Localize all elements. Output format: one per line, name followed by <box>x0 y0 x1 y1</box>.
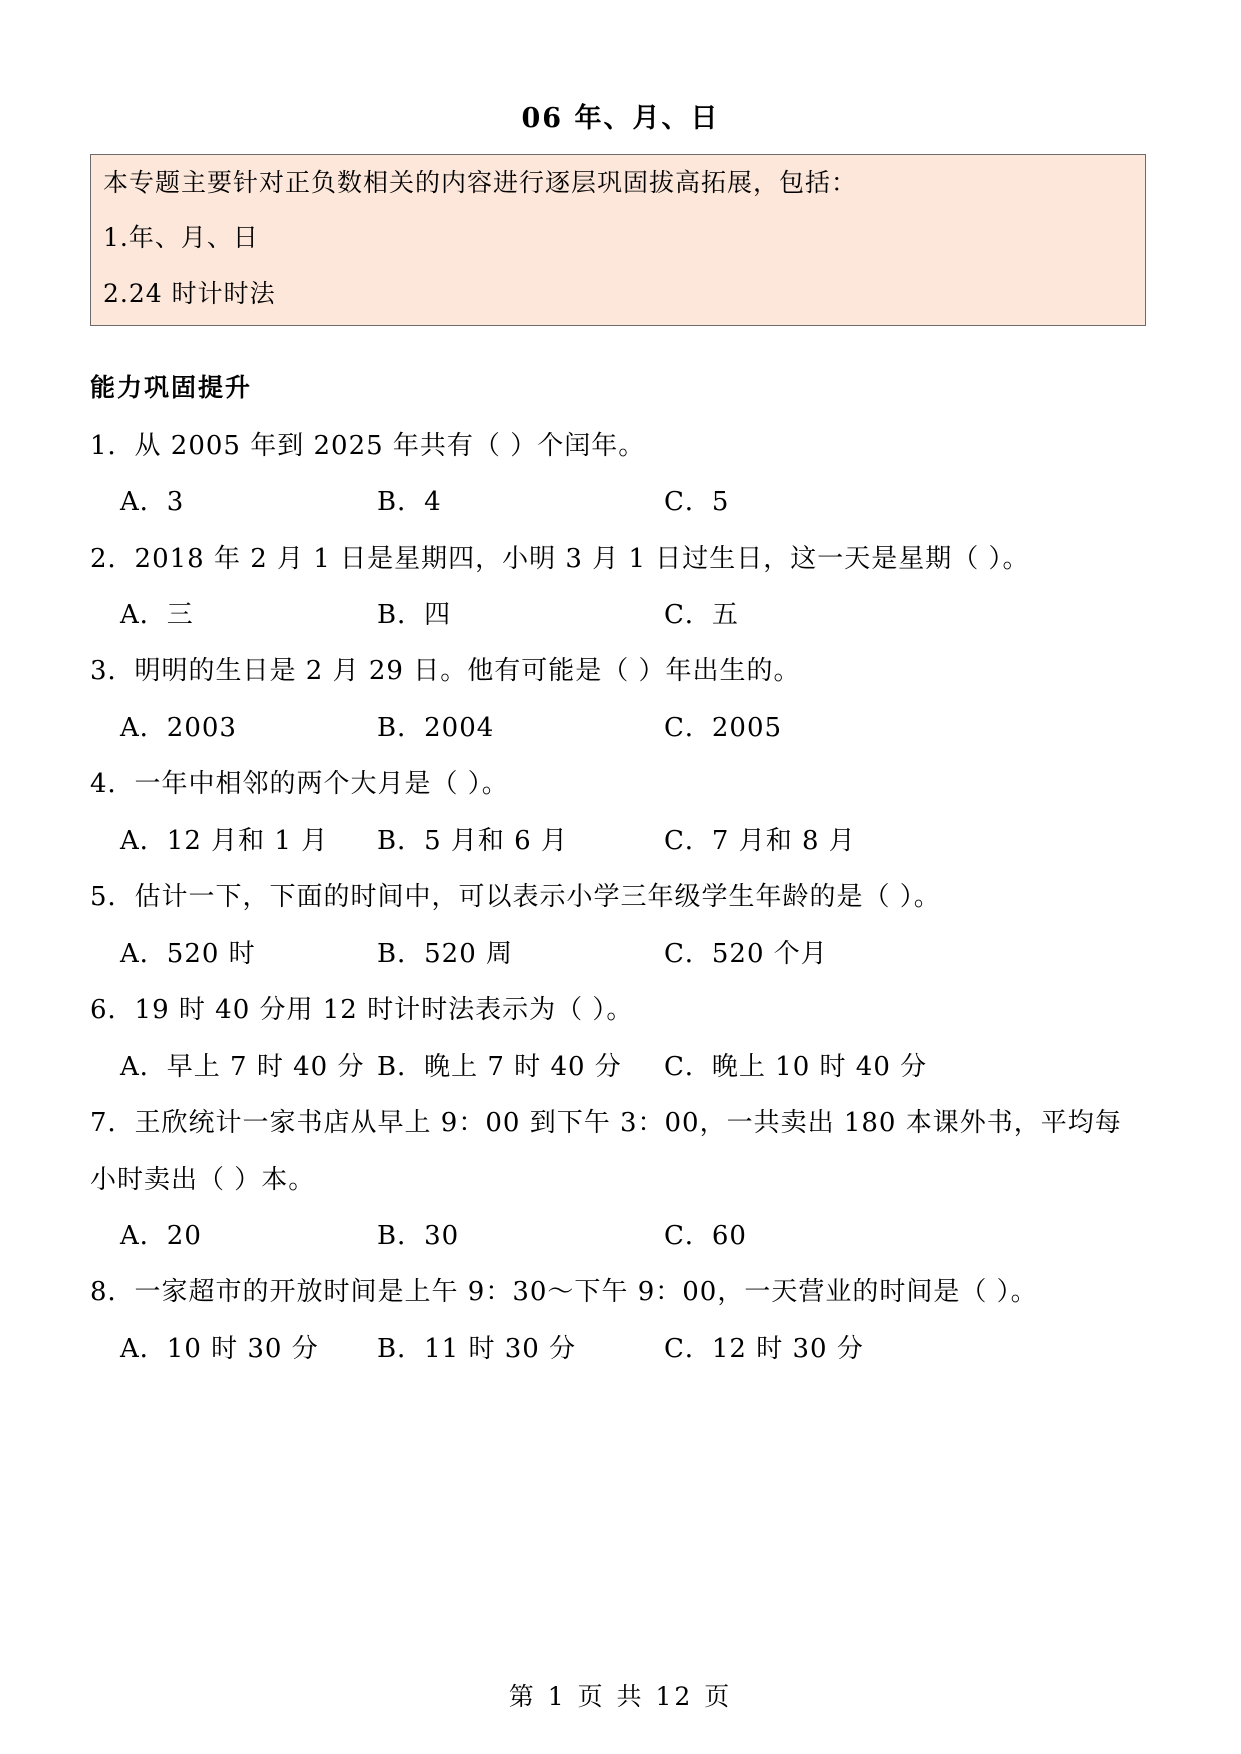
q7-option-a: A．20 <box>120 1221 202 1251</box>
intro-line: 1.年、月、日 <box>103 223 259 252</box>
page-title: 06 年、月、日 <box>521 103 720 134</box>
q2-option-a: A．三 <box>120 600 194 630</box>
question-7-continued: 小时卖出（ ）本。 <box>90 1165 316 1195</box>
q7-option-c: C．60 <box>664 1221 747 1251</box>
q5-option-b: B．520 周 <box>377 939 513 969</box>
question-5: 5．估计一下，下面的时间中，可以表示小学三年级学生年龄的是（ ）。 <box>90 882 941 912</box>
q1-option-a: A．3 <box>120 487 185 517</box>
q6-option-c: C．晚上 10 时 40 分 <box>664 1052 928 1082</box>
q8-option-a: A．10 时 30 分 <box>120 1334 319 1364</box>
question-2: 2．2018 年 2 月 1 日是星期四，小明 3 月 1 日过生日，这一天是星期（ ）。 <box>90 544 1030 574</box>
q4-option-c: C．7 月和 8 月 <box>664 826 856 856</box>
q7-option-b: B．30 <box>377 1221 460 1251</box>
q5-option-a: A．520 时 <box>120 939 256 969</box>
intro-line: 2.24 时计时法 <box>103 279 276 308</box>
question-7: 7．王欣统计一家书店从早上 9：00 到下午 3：00，一共卖出 180 本课外书，平均每 <box>90 1108 1122 1138</box>
question-1: 1．从 2005 年到 2025 年共有（ ）个闰年。 <box>90 431 646 461</box>
q4-option-a: A．12 月和 1 月 <box>120 826 329 856</box>
page-footer: 第 1 页 共 12 页 <box>508 1682 733 1711</box>
question-3: 3．明明的生日是 2 月 29 日。他有可能是（ ）年出生的。 <box>90 656 801 686</box>
q6-option-a: A．早上 7 时 40 分 <box>120 1052 365 1082</box>
q2-option-b: B．四 <box>377 600 452 630</box>
q3-option-a: A．2003 <box>120 713 237 743</box>
q1-option-b: B．4 <box>377 487 442 517</box>
q2-option-c: C．五 <box>664 600 739 630</box>
topic-intro-box <box>90 154 1146 326</box>
question-6: 6．19 时 40 分用 12 时计时法表示为（ ）。 <box>90 995 634 1025</box>
q1-option-c: C．5 <box>664 487 730 517</box>
question-4: 4．一年中相邻的两个大月是（ ）。 <box>90 769 509 799</box>
q8-option-b: B．11 时 30 分 <box>377 1334 577 1364</box>
section-heading: 能力巩固提升 <box>90 373 253 402</box>
question-8: 8．一家超市的开放时间是上午 9：30～下午 9：00，一天营业的时间是（ ）。 <box>90 1277 1038 1307</box>
q8-option-c: C．12 时 30 分 <box>664 1334 864 1364</box>
intro-line: 本专题主要针对正负数相关的内容进行逐层巩固拔高拓展，包括： <box>103 168 858 197</box>
q3-option-c: C．2005 <box>664 713 783 743</box>
q3-option-b: B．2004 <box>377 713 495 743</box>
q6-option-b: B．晚上 7 时 40 分 <box>377 1052 622 1082</box>
q4-option-b: B．5 月和 6 月 <box>377 826 568 856</box>
q5-option-c: C．520 个月 <box>664 939 828 969</box>
